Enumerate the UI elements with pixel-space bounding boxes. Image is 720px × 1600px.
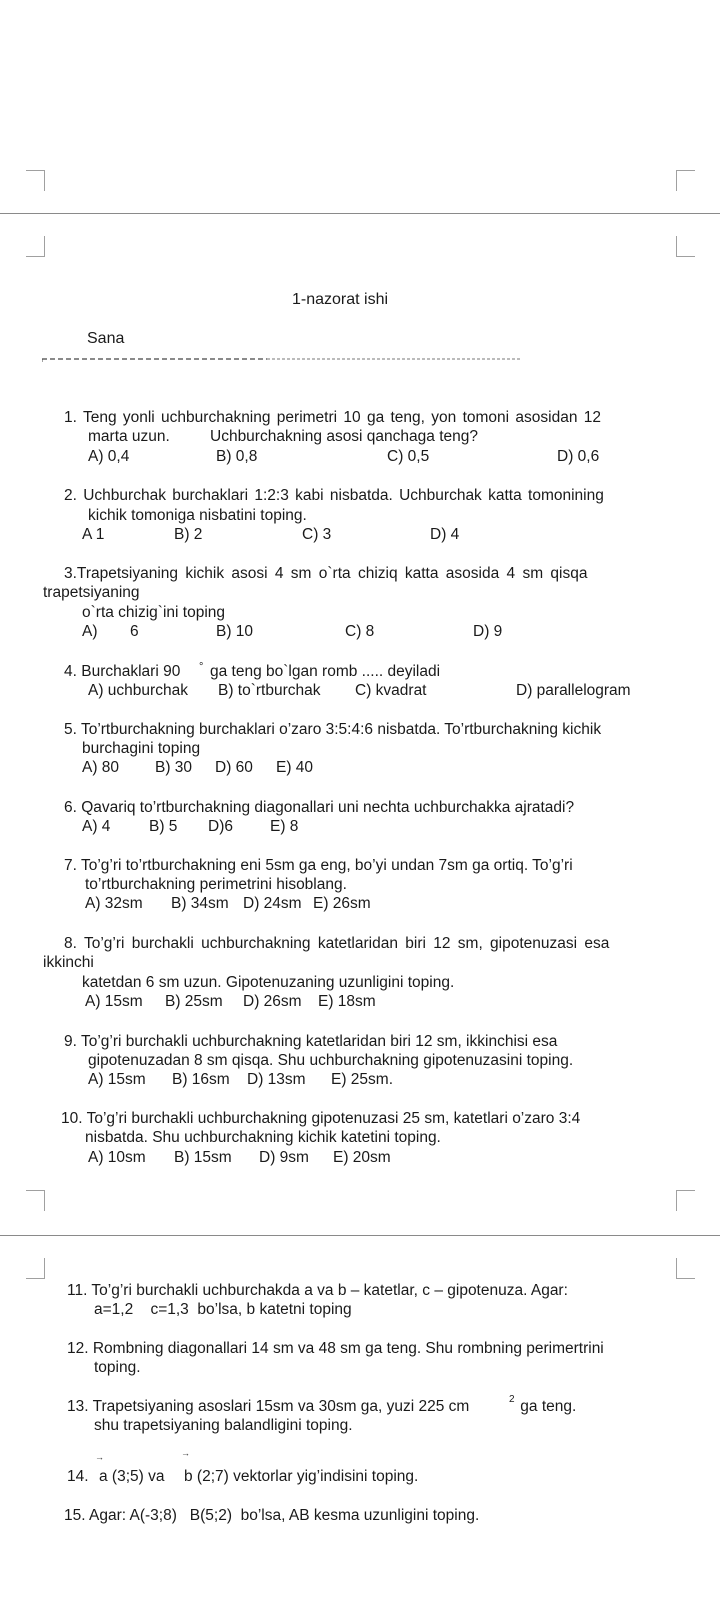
q9-option-d: D) 13sm <box>247 1071 306 1088</box>
crop-mark-top-right-2 <box>676 1190 695 1211</box>
q2-option-a: A 1 <box>82 526 105 543</box>
q10-option-a: A) 10sm <box>88 1149 146 1166</box>
crop-mark-top-left-2 <box>26 1190 45 1211</box>
q13-text-line1a: 13. Trapetsiyaning asoslari 15sm va 30sm ga, yuzi 225 cm <box>67 1398 470 1415</box>
q14-part2: b (2;7) vektorlar yig’indisini toping. <box>184 1468 419 1485</box>
q10-text-line2: nisbatda. Shu uchburchakning kichik katetini toping. <box>85 1129 441 1146</box>
q1-option-b: B) 0,8 <box>216 448 258 465</box>
q3-option-a-value: 6 <box>130 623 139 640</box>
q12-text-line1: 12. Rombning diagonallari 14 sm va 48 sm ga teng. Shu rombning perimertrini <box>67 1340 604 1357</box>
crop-mark-top-left <box>26 170 45 191</box>
q10-text-line1: 10. To’g’ri burchakli uchburchakning gipotenuzasi 25 sm, katetlari o’zaro 3:4 <box>61 1110 581 1127</box>
q6-option-d: D)6 <box>208 818 233 835</box>
q13-superscript: 2 <box>509 1394 515 1405</box>
q15-text-line1: 15. Agar: A(-3;8) B(5;2) bo’lsa, AB kesma uzunligini toping. <box>64 1507 480 1524</box>
q5-option-b: B) 30 <box>155 759 193 776</box>
q10-option-d: D) 9sm <box>259 1149 309 1166</box>
q5-option-d: D) 60 <box>215 759 253 776</box>
q6-option-b: B) 5 <box>149 818 178 835</box>
q8-text-line3: katetdan 6 sm uzun. Gipotenuzaning uzunligini toping. <box>82 974 455 991</box>
q12-text-line2: toping. <box>94 1359 141 1376</box>
page-separator-2 <box>0 1235 720 1236</box>
vector-a-arrow: → <box>95 1452 104 1462</box>
q8-option-e: E) 18sm <box>318 993 376 1010</box>
q1-option-c: C) 0,5 <box>387 448 430 465</box>
q6-text-line1: 6. Qavariq to’rtburchakning diagonallari uni nechta uchburchakka ajratadi? <box>64 799 575 816</box>
q3-option-d: D) 9 <box>473 623 503 640</box>
q8-option-a: A) 15sm <box>85 993 143 1010</box>
q7-option-b: B) 34sm <box>171 895 229 912</box>
q7-text-line1: 7. To’g’ri to’rtburchakning eni 5sm ga eng, bo’yi undan 7sm ga ortiq. To’g’ri <box>64 857 573 874</box>
q1-text-line2b: Uchburchakning asosi qanchaga teng? <box>210 428 478 445</box>
crop-mark-bottom-left-2 <box>26 1258 45 1279</box>
q7-option-a: A) 32sm <box>85 895 143 912</box>
document-title: 1-nazorat ishi <box>292 291 389 308</box>
page-separator <box>0 213 720 214</box>
crop-mark-top-right <box>676 170 695 191</box>
q4-text-line1a: 4. Burchaklari 90 <box>64 663 181 680</box>
q4-option-a: A) uchburchak <box>88 682 188 699</box>
q9-option-a: A) 15sm <box>88 1071 146 1088</box>
date-label: Sana <box>87 330 125 347</box>
q3-text-line1: 3.Trapetsiyaning kichik asosi 4 sm o`rta chiziq katta asosida 4 sm qisqa <box>64 565 588 582</box>
q1-option-d: D) 0,6 <box>557 448 600 465</box>
q14-number: 14. <box>67 1468 89 1485</box>
q3-text-line2: trapetsiyaning <box>43 584 140 601</box>
q5-text-line1: 5. To’rtburchakning burchaklari o’zaro 3:5:4:6 nisbatda. To’rtburchakning kichik <box>64 721 602 738</box>
q4-option-c: C) kvadrat <box>355 682 427 699</box>
q2-text-line2: kichik tomoniga nisbatini toping. <box>88 507 307 524</box>
vector-b-arrow: → <box>181 1448 190 1458</box>
q3-option-a: A) <box>82 623 98 640</box>
q8-text-line2: ikkinchi <box>43 954 94 971</box>
q5-option-e: E) 40 <box>276 759 314 776</box>
q3-option-b: B) 10 <box>216 623 254 640</box>
q8-option-b: B) 25sm <box>165 993 223 1010</box>
q10-option-b: B) 15sm <box>174 1149 232 1166</box>
q4-text-line1c: ga teng bo`lgan romb ..... deyiladi <box>210 663 441 680</box>
q13-text-line1c: ga teng. <box>516 1398 577 1415</box>
q14-part1: a (3;5) va <box>99 1468 165 1485</box>
q8-text-line1: 8. To’g’ri burchakli uchburchakning katetlaridan biri 12 sm, gipotenuzasi esa <box>64 935 610 952</box>
q4-option-b: B) to`rtburchak <box>218 682 321 699</box>
q4-degree-sign: ° <box>199 661 204 673</box>
q5-option-a: A) 80 <box>82 759 120 776</box>
crop-mark-bottom-right <box>676 236 695 257</box>
q2-option-d: D) 4 <box>430 526 460 543</box>
q7-text-line2: to’rtburchakning perimetrini hisoblang. <box>85 876 347 893</box>
q11-text-line1: 11. To’g’ri burchakli uchburchakda a va b – katetlar, c – gipotenuza. Agar: <box>67 1282 568 1299</box>
q2-text-line1: 2. Uchburchak burchaklari 1:2:3 kabi nisbatda. Uchburchak katta tomonining <box>64 487 604 504</box>
q9-text-line1: 9. To’g’ri burchakli uchburchakning katetlaridan biri 12 sm, ikkinchisi esa <box>64 1033 558 1050</box>
q2-option-b: B) 2 <box>174 526 203 543</box>
q6-option-e: E) 8 <box>270 818 299 835</box>
q3-text-line3: o`rta chizig`ini toping <box>82 604 226 621</box>
crop-mark-bottom-left <box>26 236 45 257</box>
q9-option-b: B) 16sm <box>172 1071 230 1088</box>
date-fill-line <box>42 358 522 364</box>
q10-option-e: E) 20sm <box>333 1149 391 1166</box>
q1-text-line2a: marta uzun. <box>88 428 170 445</box>
q13-text-line2: shu trapetsiyaning balandligini toping. <box>94 1417 353 1434</box>
q8-option-d: D) 26sm <box>243 993 302 1010</box>
q9-text-line2: gipotenuzadan 8 sm qisqa. Shu uchburchakning gipotenuzasini toping. <box>88 1052 574 1069</box>
q4-option-d: D) parallelogram <box>516 682 631 699</box>
crop-mark-bottom-right-2 <box>676 1258 695 1279</box>
q7-option-e: E) 26sm <box>313 895 371 912</box>
q1-text-line1: 1. Teng yonli uchburchakning perimetri 10 ga teng, yon tomoni asosidan 12 <box>64 409 601 426</box>
q6-option-a: A) 4 <box>82 818 111 835</box>
q5-text-line2: burchagini toping <box>82 740 201 757</box>
q11-text-line2: a=1,2 c=1,3 bo’lsa, b katetni toping <box>94 1301 352 1318</box>
q9-option-e: E) 25sm. <box>331 1071 394 1088</box>
q7-option-d: D) 24sm <box>243 895 302 912</box>
q3-option-c: C) 8 <box>345 623 375 640</box>
q1-option-a: A) 0,4 <box>88 448 130 465</box>
q2-option-c: C) 3 <box>302 526 332 543</box>
